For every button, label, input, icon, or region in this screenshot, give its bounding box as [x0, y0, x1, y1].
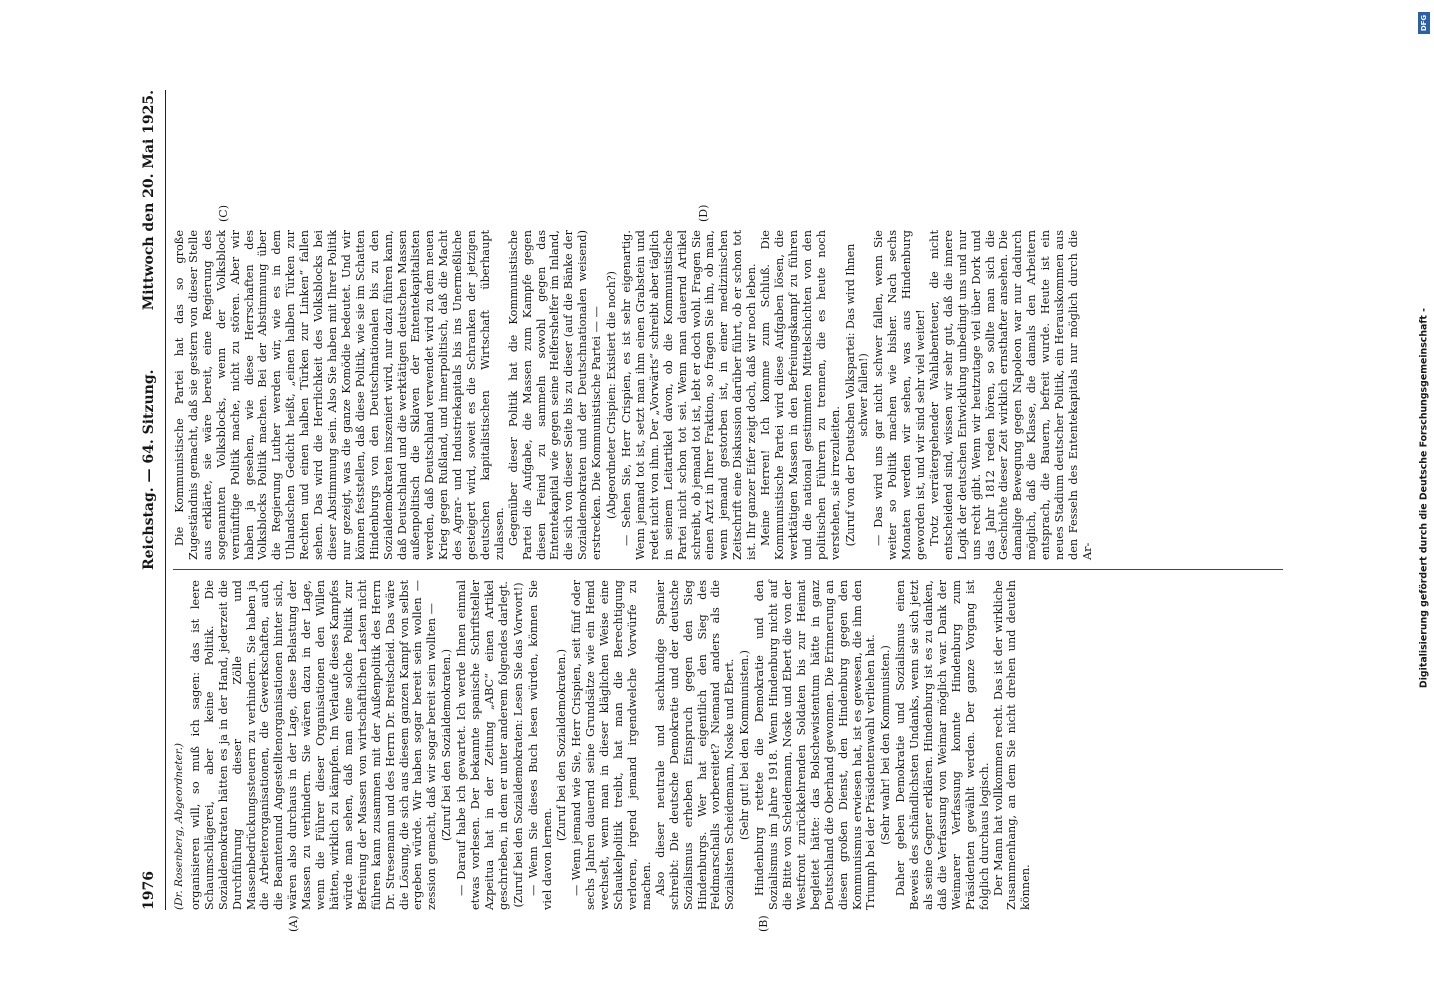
running-head: (Dr. Rosenberg, Abgeordneter.) [173, 742, 185, 910]
paragraph: — Sehen Sie, Herr Crispien, es ist sehr eigenartig. Wenn jemand tot ist, setzt man ihm einen Grabstein und redet nicht von ihm. Der „Vorwärts“ schreibt aber täglich in seinem Leitartikel davon, ob die Kommunistische Partei nicht schon tot sei. Wenn man dauernd Artikel schreibt, ob jemand tot ist, lebt er doch wohl. Fragen Sie einen Arzt in Ihrer Fraktion, so fragen Sie ihn, ob man, wenn jemand gestorben ist, in einer medizinischen Zeitschrift eine Diskussion darüber führt, ob er schon tot ist. Ihr ganzer Eifer zeigt doch, daß wir noch leben. [620, 230, 759, 560]
paragraph: organisieren will, so muß ich sagen: das ist leere Schaumschlägerei, aber keine Politik. Die Sozialdemokraten hätten es ja in der Hand, jederzeit die Durchführung dieser Zölle und Massenbedrückungssteuern zu verhindern. Sie haben ja die Arbeiterorganisationen, die Gewerkschaften, auch die Beamtenund Angestelltenorganisationen hinter sich, wären also durchaus in der Lage, diese Belastung der Massen zu verhindern. Sie wären dazu in der Lage, wenn die Führer dieser Organisationen den Willen hätten, wirklich zu kämpfen. Im Verlaufe dieses Kampfes würde man sehen, daß man eine solche Politik zur Befreiung der Massen von wirtschaftlichen Lasten nicht führen kann zusammen mit der Außenpolitik des Herrn Dr. Stresemann und des Herrn Dr. Breitscheid. Das wäre die Lösung, die sich aus diesem ganzen Kampf von selbst ergeben würde. Wir haben sogar bereit sein wollen — zession gemacht, daß wir sogar bereit sein wollten — [188, 580, 439, 910]
header-date: Mittwoch den 20. Mai 1925. [141, 90, 157, 311]
dfg-logo: DFG [1418, 12, 1430, 34]
column-divider [173, 569, 1283, 570]
interjection: (Zuruf bei den Sozialdemokraten.) [555, 648, 569, 842]
paragraph: — Das wird uns gar nicht schwer fallen, wenn Sie weiter so Politik machen wie bisher. Nach sechs Monaten werden wir sehen, was aus Hindenburg geworden ist, und wir sind sehr viel weiter! [872, 230, 928, 560]
page-header [137, 90, 166, 910]
digitization-stamp [1414, 6, 1434, 990]
paragraph: Meine Herren! Ich komme zum Schluß. Die Kommunistische Partei wird diese Aufgaben lösen, die werktätigen Massen in den Befreiungskampf zu führen und die national gestimmten Mittelschichten von den politischen Führern zu trennen, die es heute noch verstehen, sie irrezuleiten. [759, 230, 842, 560]
paragraph: Daher geben Demokratie und Sozialismus einen Beweis des schändlichsten Undanks, wenn sie sich jetzt als seine Gegner erklären. Hindenburg ist es zu danken, daß die Verfassung von Weimar möglich war. Dank der Weimarer Verfassung konnte Hindenburg zum Präsidenten gewählt werden. Der ganze Vorgang ist folglich durchaus logisch. [894, 580, 991, 910]
header-session: Reichstag. — 64. Sitzung. [141, 369, 157, 570]
paragraph: Hindenburg rettete die Demokratie und den Sozialismus im Jahre 1918. Wenn Hindenburg nicht auf die Bitte von Scheidemann, Noske und Ebert die von der Westfront zurückkehrenden Soldaten bis zur Heimat begleitet hätte: das Bolschewistentum hätte in ganz Deutschland die Oberhand gewonnen. Die Erinnerung an diesen großen Dienst, den Hindenburg gegen den Kommunismus erwiesen hat, ist es gewesen, die ihm den Triumph bei der Präsidentenwahl verliehen hat. [753, 580, 878, 910]
right-column [173, 230, 1283, 560]
margin-marker-c: (C) [217, 205, 230, 222]
paragraph: — Wenn Sie dieses Buch lesen würden, können Sie viel davon lernen. [526, 580, 554, 910]
paragraph: — Darauf habe ich gewartet. Ich werde Ihnen einmal etwas vorlesen. Der bekannte spanische Schriftsteller Azpeitua hat in der Zeitung „ABC“ einen Artikel geschrieben, in dem er unter anderem folgendes darlegt. [455, 580, 510, 910]
interjection: (Zuruf von der Deutschen Volkspartei: Das wird Ihnen schwer fallen!) [843, 243, 871, 547]
margin-marker-d: (D) [697, 204, 710, 222]
interjection: (Sehr gut! bei den Kommunisten.) [738, 650, 752, 840]
paragraph: Die Kommunistische Partei hat das so große Zugeständnis gemacht, daß sie gestern von dieser Stelle aus erklärte, sie wäre bereit, eine Regierung des sogenannten Volksblocks, wenn der Volksblock vernünftige Politik mache, nicht zu stören. Aber wir haben ja gesehen, wie diese Herrschaften des Volksblocks Politik machen. Bei der Abstimmung über die Regierung Luther werden wir, wie es in dem Uhlandschen Gedicht heißt, „einen halben Türken zur Rechten und einen halben Türken zur Linken“ fallen sehen. Das wird die Herrlichkeit des Volksblocks bei dieser Abstimmung sein. Also Sie haben mit Ihrer Politik nur gezeigt, was die ganze Komödie bedeutet. Und wir können feststellen, daß diese Politik, wie sie im Schatten Hindenburgs von den Deutschnationalen bis zu den Sozialdemokraten inszeniert wird, nur dazu führen kann, daß Deutschland und die werktätigen deutschen Massen außenpolitisch die Sklaven der Ententekapitalisten werden, daß Deutschland verwendet wird zu dem neuen Krieg gegen Rußland, und innerpolitisch, daß die Macht des Agrar- und Industriekapitals bis ins Unermeßliche gesteigert wird, soweit es die Schranken der jetzigen deutschen kapitalistischen Wirtschaft überhaupt zulassen. [173, 230, 506, 560]
paragraph: Gegenüber dieser Politik hat die Kommunistische Partei die Aufgabe, die Massen zum Kampfe gegen diesen Feind zu sammeln sowohl gegen das Ententekapital wie gegen seine Helfershelfer im Inland, die sich von dieser Seite bis zu dieser (auf die Bänke der Sozialdemokraten und der Deutschnationalen weisend) erstrecken. Die Kommunistische Partei — — [506, 230, 604, 560]
margin-marker-a: (A) [287, 915, 300, 932]
interjection: (Zuruf bei den Sozialdemokraten.) [440, 648, 454, 842]
paragraph: Trotz verrätergehender Wahlabenteuer, die nicht entscheidend sind, wissen wir sehr gut, daß die innere Logik der deutschen Entwicklung unbedingt uns und nur uns recht gibt. Wenn wir heutzutage viel über Dork und das Jahr 1812 reden hören, so sollte man sich die Geschichte dieser Zeit wirklich ernsthafter ansehen. Die damalige Bewegung gegen Napoleon war nur dadurch möglich, daß die Klasse, die damals den Arbeitern entsprach, die Bauern, befreit wurde. Heute ist ein neues Stadium deutscher Politik, ein Herauskommen aus den Fesseln des Ententekapitals nur möglich durch die Ar- [927, 230, 1094, 560]
stamp-text: Digitalisierung gefördert durch die Deutsche Forschungsgemeinschaft - [1418, 307, 1430, 689]
interjection: (Zuruf bei den Sozialdemokraten: Lesen Sie das Vorwort!) [511, 582, 525, 908]
left-column [173, 580, 1283, 910]
paragraph: Also dieser neutrale und sachkundige Spanier schreibt: Die deutsche Demokratie und der deutsche Sozialismus erheben Einspruch gegen den Sieg Hindenburgs. Wer hat eigentlich den Sieg des Feldmarschalls vorbereitet? Niemand anders als die Sozialisten Scheidemann, Noske und Ebert. [653, 580, 737, 910]
interjection: (Sehr wahr! bei den Kommunisten.) [879, 645, 893, 845]
interjection: (Abgeordneter Crispien: Existiert die noch?) [605, 271, 619, 519]
document-page [137, 90, 1297, 932]
paragraph: Der Mann hat vollkommen recht. Das ist der wirkliche Zusammenhang, an dem Sie nicht drehen und deuteln können. [991, 580, 1033, 910]
margin-marker-b: (B) [757, 915, 770, 932]
paragraph: — Wenn jemand wie Sie, Herr Crispien, seit fünf oder sechs Jahren dauernd seine Grundsätze wie ein Hemd wechselt, wenn man in dieser kläglichen Weise eine Schaukelpolitik treibt, hat man die Berechtigung verloren, irgend jemand irgendwelche Vorwürfe zu machen. [570, 580, 653, 910]
page-number: 1976 [141, 871, 157, 910]
